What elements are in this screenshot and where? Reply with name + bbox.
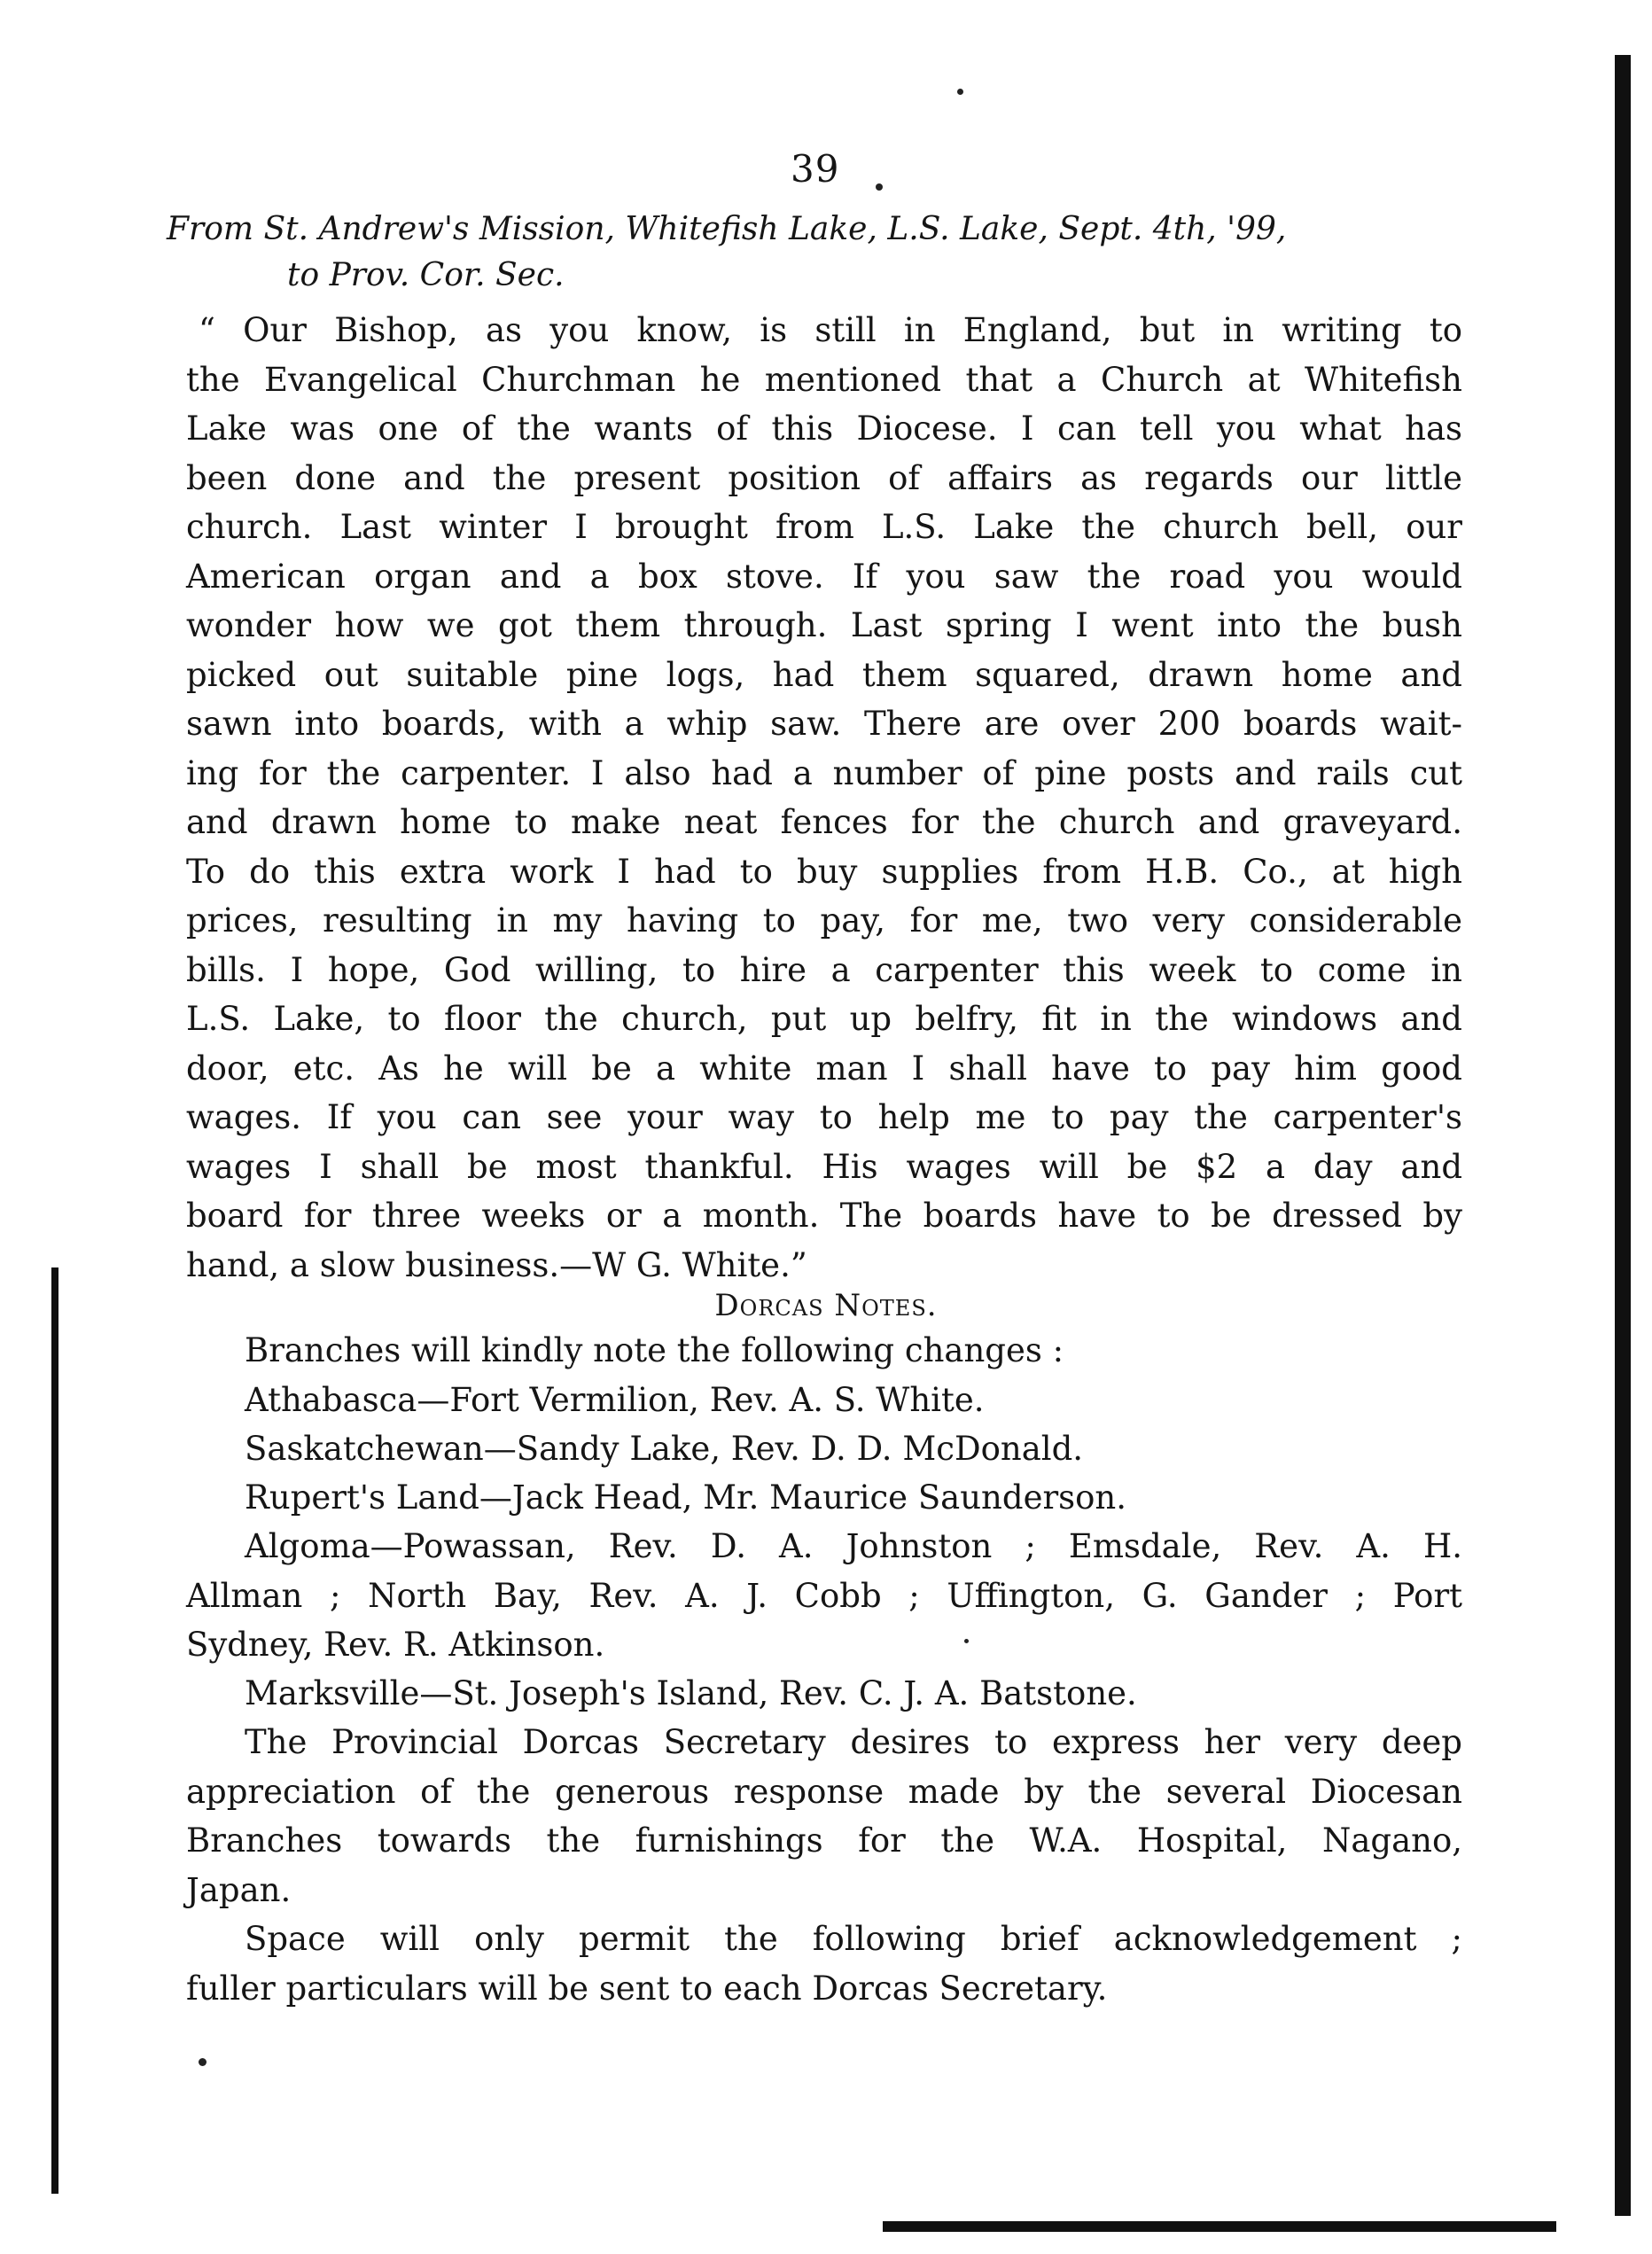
appreciation-line: Japan. [186,1870,292,1909]
bottom-rule [883,2221,1556,2232]
section-title: Dorcas Notes. [714,1288,938,1323]
heading-line-2: to Prov. Cor. Sec. [287,257,565,293]
letter-line: prices, resulting in my having to pay, for me, two very considerable [186,901,1462,940]
space-line: fuller particulars will be sent to each Dorcas Secretary. [186,1969,1108,2008]
note-algoma [186,1522,1462,1670]
letter-line: board for three weeks or a month. The boards have to be dressed by [186,1197,1462,1235]
print-speck [199,2058,206,2066]
appreciation-line: The Provincial Dorcas Secretary desires to express her very deep [245,1723,1462,1761]
letter-line: and drawn home to make neat fences for the church and graveyard. [186,803,1462,841]
space-line: Space will only permit the following brief acknowledgement ; [245,1920,1462,1958]
letter-body [186,306,1462,1290]
algoma-line: Allman ; North Bay, Rev. A. J. Cobb ; Uffington, G. Gander ; Port [186,1576,1462,1615]
algoma-line: Sydney, Rev. R. Atkinson. [186,1626,605,1664]
print-speck [957,89,963,95]
note-intro: Branches will kindly note the following changes : [245,1331,1064,1369]
letter-heading [167,207,1478,299]
letter-line: American organ and a box stove. If you saw the road you would [186,557,1462,596]
letter-line: been done and the present position of affairs as regards our little [186,458,1462,497]
letter-line: Lake was one of the wants of this Diocese. I can tell you what has [186,409,1462,448]
print-speck [876,183,883,191]
page-number: 39 [791,147,840,191]
algoma-line: Algoma—Powassan, Rev. D. A. Johnston ; Emsdale, Rev. A. H. [245,1527,1462,1565]
note-athabasca: Athabasca—Fort Vermilion, Rev. A. S. White. [245,1381,985,1419]
letter-line: wages. If you can see your way to help me to pay the carpenter's [186,1098,1462,1136]
appreciation-line: Branches towards the furnishings for the W.A. Hospital, Nagano, [186,1821,1462,1860]
letter-line: the Evangelical Churchman he mentioned that a Church at Whitefish [186,360,1462,399]
letter-line: ing for the carpenter. I also had a number of pine posts and rails cut [186,753,1462,792]
note-ruperts-land: Rupert's Land—Jack Head, Mr. Maurice Saunderson. [245,1478,1127,1517]
letter-line: sawn into boards, with a whip saw. There are over 200 boards wait- [186,705,1462,743]
letter-line: L.S. Lake, to floor the church, put up belfry, fit in the windows and [186,1000,1462,1038]
letter-line: hand, a slow business.—W G. White.” [186,1245,807,1284]
letter-line: “ Our Bishop, as you know, is still in England, but in writing to [199,311,1462,349]
note-marksville: Marksville—St. Joseph's Island, Rev. C. J. A. Batstone. [245,1674,1137,1712]
letter-line: bills. I hope, God willing, to hire a carpenter this week to come in [186,950,1462,989]
letter-line: picked out suitable pine logs, had them squared, drawn home and [186,655,1462,694]
appreciation-paragraph [186,1718,1462,1915]
letter-line: wages I shall be most thankful. His wages will be $2 a day and [186,1147,1462,1186]
letter-line: To do this extra work I had to buy supplies from H.B. Co., at high [186,852,1462,891]
letter-line: church. Last winter I brought from L.S. Lake the church bell, our [186,508,1462,546]
page-border-right [1615,55,1631,2216]
space-paragraph [186,1915,1462,2013]
page-border-left [51,1267,58,2194]
letter-line: wonder how we got them through. Last spring I went into the bush [186,606,1462,644]
appreciation-line: appreciation of the generous response made by the several Diocesan [186,1772,1462,1811]
heading-line-1: From St. Andrew's Mission, Whitefish Lake, L.S. Lake, Sept. 4th, '99, [167,211,1287,247]
letter-line: door, etc. As he will be a white man I shall have to pay him good [186,1049,1462,1088]
note-saskatchewan: Saskatchewan—Sandy Lake, Rev. D. D. McDonald. [245,1430,1084,1468]
